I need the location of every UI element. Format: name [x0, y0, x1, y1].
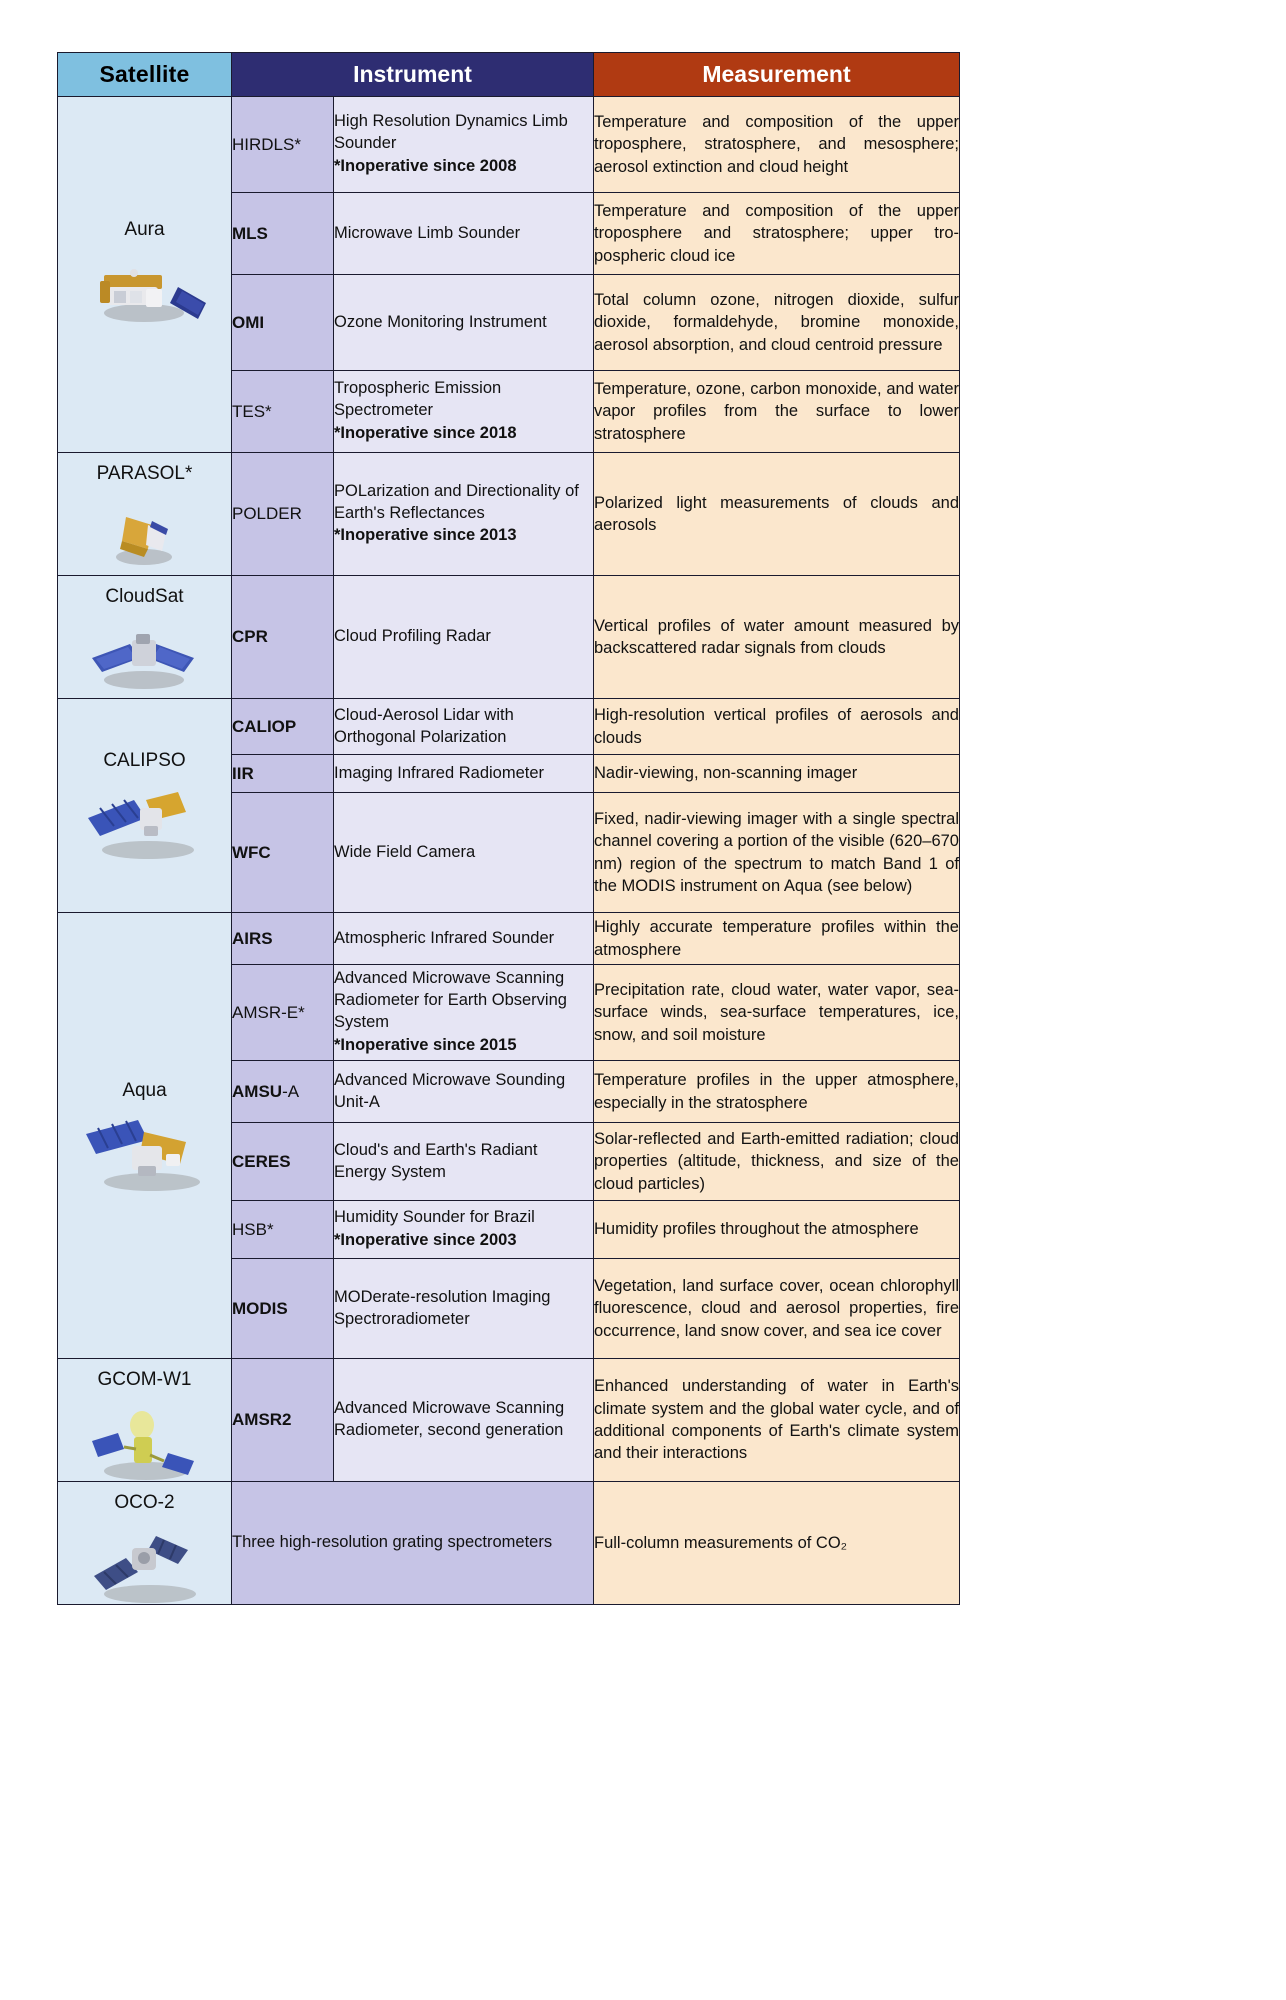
- header-satellite: Satellite: [58, 53, 232, 97]
- measurement-description: Polarized light measurements of clouds and aerosols: [594, 453, 960, 576]
- satellite-cell: [58, 699, 232, 913]
- instrument-description: POLarization and Directionality of Earth's Reflectances *Inoperative since 2013: [334, 453, 594, 576]
- instrument-abbreviation: CPR: [232, 576, 334, 699]
- instrument-description: Cloud-Aerosol Lidar with Orthogonal Polarization: [334, 699, 594, 755]
- satellite-name: CALIPSO: [103, 749, 186, 771]
- inoperative-note: *Inoperative since 2003: [334, 1231, 517, 1249]
- instrument-abbreviation: TES*: [232, 371, 334, 453]
- table-row: [58, 97, 960, 193]
- satellite-cell: [58, 1482, 232, 1605]
- instrument-abbreviation: AMSR-E*: [232, 965, 334, 1061]
- satellite-gcomw1-icon: [82, 1397, 208, 1481]
- table-row: [58, 576, 960, 699]
- satellite-name: Aura: [124, 218, 165, 240]
- table-body: [58, 97, 960, 1605]
- instrument-description: Imaging Infrared Radiometer: [334, 755, 594, 793]
- instrument-abbreviation: HIRDLS*: [232, 97, 334, 193]
- table-row: [58, 699, 960, 755]
- header-row: [58, 53, 960, 97]
- measurement-description: Humidity profiles throughout the atmosphere: [594, 1201, 960, 1259]
- instrument-abbreviation: AIRS: [232, 913, 334, 965]
- instrument-description: Humidity Sounder for Brazil *Inoperative since 2003: [334, 1201, 594, 1259]
- measurement-description: Precipitation rate, cloud water, water vapor, sea-surface winds, sea-surface temperatures, ice, snow, and soil moisture: [594, 965, 960, 1061]
- satellite-oco2-icon: [82, 1520, 208, 1604]
- measurement-description: Solar-reflected and Earth-emitted radiation; cloud properties (altitude, thickness, and size of the cloud particles): [594, 1123, 960, 1201]
- instrument-abbreviation: CERES: [232, 1123, 334, 1201]
- inoperative-note: *Inoperative since 2015: [334, 1035, 517, 1054]
- instrument-description: Atmospheric Infrared Sounder: [334, 913, 594, 965]
- measurement-description: Vegetation, land surface cover, ocean chlorophyll fluorescence, cloud and aerosol properties, fire occurrence, land snow cover, and sea ice cover: [594, 1259, 960, 1359]
- table-row: [58, 1359, 960, 1482]
- inoperative-note: *Inoperative since 2013: [334, 526, 517, 545]
- instrument-description: Tropospheric Emission Spectrometer *Inoperative since 2018: [334, 371, 594, 453]
- instrument-abbreviation: WFC: [232, 793, 334, 913]
- instrument-description: Microwave Limb Sounder: [334, 193, 594, 275]
- satellite-cell: [58, 576, 232, 699]
- table-row: [58, 1482, 960, 1605]
- satellite-parasol-icon: [82, 491, 208, 575]
- measurement-description: Highly accurate temperature profiles within the atmosphere: [594, 913, 960, 965]
- instrument-description: Wide Field Camera: [334, 793, 594, 913]
- instrument-description: MODerate-resolution Imaging Spectroradiometer: [334, 1259, 594, 1359]
- satellite-name: GCOM-W1: [97, 1369, 192, 1390]
- inoperative-note: *Inoperative since 2008: [334, 156, 517, 175]
- measurement-description: Temperature and composition of the upper troposphere and stratosphere; upper tro-pospheric cloud ice: [594, 193, 960, 275]
- measurement-description: Temperature, ozone, carbon monoxide, and water vapor profiles from the surface to lower stratosphere: [594, 371, 960, 453]
- table-row: [58, 453, 960, 576]
- satellite-name: CloudSat: [105, 586, 184, 607]
- measurement-description: Temperature profiles in the upper atmosphere, especially in the stratosphere: [594, 1061, 960, 1123]
- instrument-description: Advanced Microwave Scanning Radiometer, second generation: [334, 1359, 594, 1482]
- satellite-cell: [58, 97, 232, 453]
- measurement-description: Enhanced understanding of water in Earth's climate system and the global water cycle, and of additional components of Earth's climate system and their interactions: [594, 1359, 960, 1482]
- measurement-description: Nadir-viewing, non-scanning imager: [594, 755, 960, 793]
- header-instrument: Instrument: [232, 53, 594, 97]
- satellite-instrument-table: [57, 52, 960, 1605]
- inoperative-note: *Inoperative since 2018: [334, 423, 517, 442]
- satellite-name: PARASOL*: [96, 463, 193, 484]
- measurement-description: Temperature and composition of the upper troposphere, stratosphere, and mesosphere; aerosol extinction and cloud height: [594, 97, 960, 193]
- instrument-abbreviation: OMI: [232, 275, 334, 371]
- instrument-abbreviation: AMSR2: [232, 1359, 334, 1482]
- instrument-description: Advanced Microwave Sounding Unit-A: [334, 1061, 594, 1123]
- instrument-abbreviation: HSB*: [232, 1201, 334, 1259]
- satellite-cell: [58, 913, 232, 1359]
- measurement-description: Vertical profiles of water amount measured by backscattered radar signals from clouds: [594, 576, 960, 699]
- satellite-aqua-icon: [82, 1108, 208, 1192]
- instrument-abbreviation: AMSU-A: [232, 1061, 334, 1123]
- header-measurement: Measurement: [594, 53, 960, 97]
- table-row: [58, 913, 960, 965]
- instrument-abbreviation: CALIOP: [232, 699, 334, 755]
- satellite-cell: [58, 1359, 232, 1482]
- instrument-description: Cloud Profiling Radar: [334, 576, 594, 699]
- satellite-cloudsat-icon: [82, 614, 208, 698]
- measurement-description: Total column ozone, nitrogen dioxide, sulfur dioxide, formaldehyde, bromine monoxide, aerosol absorption, and cloud centroid pressure: [594, 275, 960, 371]
- satellite-aura-icon: [82, 247, 208, 331]
- instrument-abbreviation: IIR: [232, 755, 334, 793]
- instrument-abbreviation: MLS: [232, 193, 334, 275]
- instrument-abbreviation: MODIS: [232, 1259, 334, 1359]
- instrument-description: Three high-resolution grating spectrometers: [232, 1482, 594, 1605]
- instrument-description: Ozone Monitoring Instrument: [334, 275, 594, 371]
- instrument-description: Advanced Microwave Scanning Radiometer for Earth Observing System *Inoperative since 2015: [334, 965, 594, 1061]
- measurement-description: Fixed, nadir-viewing imager with a single spectral channel covering a portion of the visible (620–670 nm) region of the spectrum to match Band 1 of the MODIS instrument on Aqua (see below): [594, 793, 960, 913]
- measurement-description: High-resolution vertical profiles of aerosols and clouds: [594, 699, 960, 755]
- satellite-name: OCO-2: [114, 1492, 175, 1513]
- measurement-description: Full-column measurements of CO₂: [594, 1482, 960, 1605]
- satellite-calipso-icon: [82, 778, 208, 862]
- satellite-name: Aqua: [122, 1079, 167, 1101]
- table-header: [58, 53, 960, 97]
- instrument-description: Cloud's and Earth's Radiant Energy System: [334, 1123, 594, 1201]
- instrument-abbreviation: POLDER: [232, 453, 334, 576]
- satellite-cell: [58, 453, 232, 576]
- instrument-description: High Resolution Dynamics Limb Sounder *Inoperative since 2008: [334, 97, 594, 193]
